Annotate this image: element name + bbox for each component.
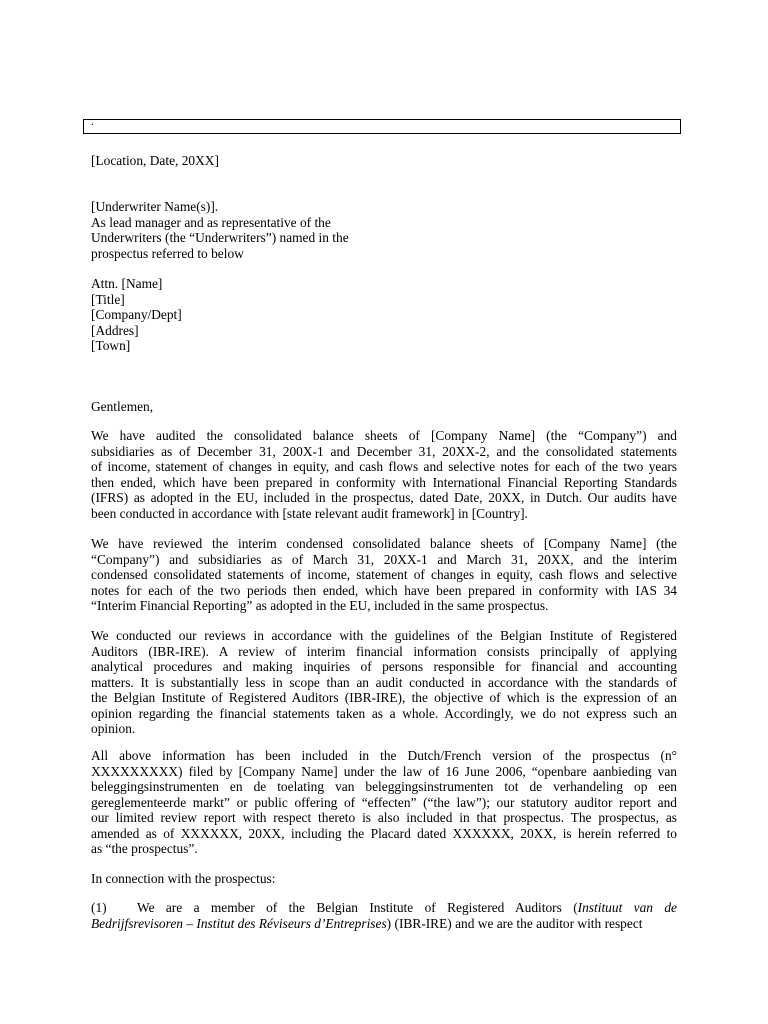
paragraph-conducted: We conducted our reviews in accordance with the guidelines of the Belgian Institute of Registered Auditors (IBR-IRE). A review of interim financial information consists principally of applying analytical procedures and making inquiries of persons responsible for financial and accounting matters. It is substantially less in scope than an audit conducted in accordance with the standards of the Belgian Institute of Registered Auditors (IBR-IRE), the objective of which is the expression of an opinion regarding the financial statements taken as a whole. Accordingly, we do not express such an opinion. [91, 628, 677, 736]
attention-block [91, 276, 677, 354]
connection-intro: In connection with the prospectus: [91, 871, 276, 886]
addressee-line: [Underwriter Name(s)]. [91, 199, 219, 214]
location-date: [Location, Date, 20XX] [91, 153, 219, 168]
salutation: Gentlemen, [91, 399, 154, 414]
attention-line: [Title] [91, 291, 125, 307]
attention-line: [Company/Dept] [91, 307, 182, 322]
attention-line: [Addres] [91, 322, 139, 338]
addressee-line: prospectus referred to below [91, 245, 244, 261]
header-box-text: . [91, 116, 94, 128]
attention-line: Attn. [Name] [91, 276, 163, 291]
paragraph-audited: We have audited the consolidated balance sheets of [Company Name] (the “Company”) and subsidiaries as of December 31, 200X-1 and December 31, 20XX-2, and the consolidated statements of income, statement of changes in equity, and cash flows and selective notes for each of the two years then ended, which have been prepared in conformity with International Financial Reporting Standards (IFRS) as adopted in the EU, included in the prospectus, dated Date, 20XX, in Dutch. Our audits have been conducted in accordance with [state relevant audit framework] in [Country]. [91, 428, 677, 521]
addressee-line: As lead manager and as representative of the [91, 214, 331, 230]
numbered-item-1: (1) We are a member of the Belgian Institute of Registered Auditors (Instituut van de Bedrijfsrevisoren – Institut des Réviseurs d’Entreprises) (IBR-IRE) and we are the auditor with respect [91, 900, 677, 931]
attention-line: [Town] [91, 338, 131, 353]
paragraph-information: All above information has been included in the Dutch/French version of the prospectus (n° XXXXXXXXX) filed by [Company Name] under the law of 16 June 2006, “openbare aanbieding van beleggingsinstrumenten en de toelating van beleggingsinstrumenten tot de verhandeling op een gereglementeerde markt” or public offering of “effecten” (“the law”); our statutory auditor report and our limited review report with respect thereto is also included in that prospectus. The prospectus, as amended as of XXXXXX, 20XX, including the Placard dated XXXXXX, 20XX, is herein referred to as “the prospectus”. [91, 748, 677, 856]
item-number: (1) [91, 900, 107, 915]
paragraph-reviewed: We have reviewed the interim condensed consolidated balance sheets of [Company Name] (the “Company”) and subsidiaries as of March 31, 20XX-1 and March 31, 20XX, and the interim condensed consolidated statements of income, statement of changes in equity, cash flows and selective notes for each of the two periods then ended, which have been prepared in conformity with IAS 34 “Interim Financial Reporting” as adopted in the EU, included in the same prospectus. [91, 536, 677, 613]
header-box [83, 116, 681, 134]
addressee-block [91, 199, 677, 261]
addressee-line: Underwriters (the “Underwriters”) named in the [91, 230, 349, 245]
